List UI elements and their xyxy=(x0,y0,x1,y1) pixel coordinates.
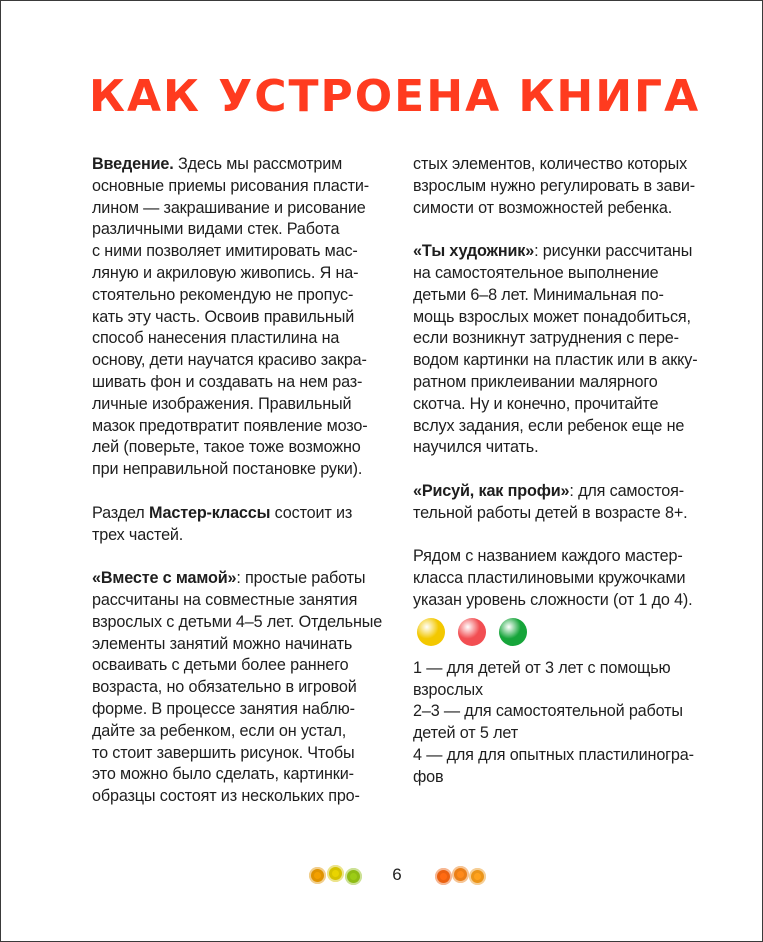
left-column xyxy=(92,154,392,808)
text-line xyxy=(92,176,392,198)
text-segment: мощь взрослых может понадобиться, xyxy=(413,307,691,326)
difficulty-dot-green xyxy=(499,618,527,646)
text-line xyxy=(413,394,713,416)
text-segment: тельной работы детей в возрасте 8+. xyxy=(413,503,688,522)
text-segment: с ними позволяет имитировать мас- xyxy=(92,242,358,261)
text-line xyxy=(413,680,713,702)
text-line xyxy=(92,612,392,634)
text-segment: осваивать с детьми более раннего xyxy=(92,656,349,675)
text-segment: при неправильной постановке руки). xyxy=(92,460,363,479)
text-line xyxy=(413,481,713,503)
text-line xyxy=(92,394,392,416)
swirl-decoration-icon xyxy=(469,868,486,885)
paragraph-gap xyxy=(92,481,392,503)
text-segment: то стоит завершить рисунок. Чтобы xyxy=(92,743,355,762)
text-line xyxy=(413,263,713,285)
text-line xyxy=(92,328,392,350)
text-segment: состоит из xyxy=(270,503,353,522)
text-segment: Рядом с названием каждого мастер- xyxy=(413,547,683,566)
text-line xyxy=(413,372,713,394)
text-line xyxy=(413,198,713,220)
text-segment: на самостоятельное выполнение xyxy=(413,263,659,282)
text-segment: образцы состоят из нескольких про- xyxy=(92,787,360,806)
text-segment: различными видами стек. Работа xyxy=(92,220,340,239)
text-line xyxy=(92,525,392,547)
text-line xyxy=(92,699,392,721)
text-line xyxy=(92,634,392,656)
text-segment: взрослых xyxy=(413,680,483,699)
difficulty-dots xyxy=(413,612,713,658)
text-line xyxy=(413,285,713,307)
text-segment: лином — закрашивание и рисование xyxy=(92,198,366,217)
text-line xyxy=(413,350,713,372)
text-segment: скотча. Ну и конечно, прочитайте xyxy=(413,394,659,413)
text-line xyxy=(92,154,392,176)
right-column-text-bottom xyxy=(413,658,713,789)
text-line xyxy=(413,546,713,568)
bold-term: Введение. xyxy=(92,155,174,173)
text-segment: детей от 5 лет xyxy=(413,724,518,743)
text-segment: фов xyxy=(413,767,444,786)
text-segment: водом картинки на пластик или в акку- xyxy=(413,351,698,370)
text-line xyxy=(92,350,392,372)
text-segment: это можно было сделать, картинки- xyxy=(92,765,354,784)
right-column xyxy=(413,154,713,789)
text-line xyxy=(92,786,392,808)
text-segment: лей (поверьте, такое тоже возможно xyxy=(92,438,361,457)
text-line xyxy=(413,568,713,590)
right-column-text-top xyxy=(413,154,713,612)
text-line xyxy=(413,176,713,198)
text-segment: стоятельно рекомендую не пропус- xyxy=(92,285,354,304)
text-segment: способ нанесения пластилина на xyxy=(92,329,340,348)
swirl-decoration-icon xyxy=(327,865,344,882)
text-line xyxy=(92,372,392,394)
text-line xyxy=(92,285,392,307)
text-line xyxy=(92,307,392,329)
text-segment: взрослых с детьми 4–5 лет. Отдельные xyxy=(92,612,383,631)
text-segment: ляную и акриловую живопись. Я на- xyxy=(92,263,359,282)
difficulty-dot-yellow xyxy=(417,618,445,646)
text-line xyxy=(92,655,392,677)
text-segment: ратном приклеивании малярного xyxy=(413,372,658,391)
text-line xyxy=(413,437,713,459)
swirl-decoration-icon xyxy=(345,868,362,885)
text-segment: 4 — для для опытных пластилиногра- xyxy=(413,745,694,764)
text-segment: кать эту часть. Освоив правильный xyxy=(92,307,355,326)
text-segment: рассчитаны на совместные занятия xyxy=(92,590,358,609)
text-segment: : для самостоя- xyxy=(569,481,685,500)
text-segment: 2–3 — для самостоятельной работы xyxy=(413,702,683,721)
text-segment: основу, дети научатся красиво закра- xyxy=(92,351,367,370)
text-line xyxy=(413,307,713,329)
text-line xyxy=(413,767,713,789)
text-line xyxy=(413,590,713,612)
text-line xyxy=(413,154,713,176)
text-segment: класса пластилиновыми кружочками xyxy=(413,569,686,588)
text-segment: возраста, но обязательно в игровой xyxy=(92,678,357,697)
text-line xyxy=(92,721,392,743)
paragraph-gap xyxy=(413,525,713,547)
text-line xyxy=(413,658,713,680)
text-line xyxy=(92,590,392,612)
text-line xyxy=(92,198,392,220)
text-segment: Здесь мы рассмотрим xyxy=(173,155,343,173)
swirl-decoration-icon xyxy=(309,867,326,884)
difficulty-dot-red xyxy=(458,618,486,646)
paragraph-gap xyxy=(413,459,713,481)
text-segment: вслух задания, если ребенок еще не xyxy=(413,416,685,435)
text-segment: детьми 6–8 лет. Минимальная по- xyxy=(413,285,664,304)
text-segment: элементы занятий можно начинать xyxy=(92,634,353,653)
text-segment: указан уровень сложности (от 1 до 4). xyxy=(413,590,693,609)
text-line xyxy=(92,437,392,459)
text-segment: : рисунки рассчитаны xyxy=(534,242,693,261)
text-line xyxy=(92,568,392,590)
text-segment: стых элементов, количество которых xyxy=(413,155,688,173)
bold-term: Мастер-классы xyxy=(148,503,271,522)
text-segment: трех частей. xyxy=(92,525,184,544)
paragraph-gap xyxy=(413,219,713,241)
paragraph-gap xyxy=(92,546,392,568)
swirl-decoration-icon xyxy=(435,868,452,885)
text-segment: дайте за ребенком, если он устал, xyxy=(92,721,347,740)
text-segment: Раздел xyxy=(92,503,149,522)
text-segment: личные изображения. Правильный xyxy=(92,394,352,413)
text-segment: научился читать. xyxy=(413,438,539,457)
text-segment: : простые работы xyxy=(236,569,366,588)
text-segment: мазок предотвратит появление мозо- xyxy=(92,416,368,435)
text-line xyxy=(92,263,392,285)
bold-term: «Рисуй, как профи» xyxy=(413,481,570,500)
text-line xyxy=(413,503,713,525)
text-line xyxy=(92,503,392,525)
page-title: КАК УСТРОЕНА КНИГА xyxy=(89,71,701,122)
text-line xyxy=(92,677,392,699)
text-segment: 1 — для детей от 3 лет с помощью xyxy=(413,658,671,677)
text-line xyxy=(413,328,713,350)
text-line xyxy=(92,219,392,241)
text-line xyxy=(413,416,713,438)
text-line xyxy=(413,241,713,263)
bold-term: «Вместе с мамой» xyxy=(92,569,237,588)
text-line xyxy=(92,743,392,765)
bold-term: «Ты художник» xyxy=(413,242,535,261)
text-line xyxy=(92,764,392,786)
text-segment: форме. В процессе занятия наблю- xyxy=(92,699,355,718)
text-line xyxy=(92,416,392,438)
swirl-decoration-icon xyxy=(452,866,469,883)
text-line xyxy=(92,459,392,481)
text-line xyxy=(413,745,713,767)
text-segment: основные приемы рисования пласти- xyxy=(92,176,369,195)
text-line xyxy=(413,723,713,745)
text-segment: симости от возможностей ребенка. xyxy=(413,198,673,217)
text-line xyxy=(413,701,713,723)
text-segment: взрослым нужно регулировать в зави- xyxy=(413,176,695,195)
text-line xyxy=(92,241,392,263)
page-number: 6 xyxy=(392,865,402,884)
text-segment: шивать фон и создавать на нем раз- xyxy=(92,372,363,391)
text-segment: если возникнут затруднения с пере- xyxy=(413,329,679,348)
